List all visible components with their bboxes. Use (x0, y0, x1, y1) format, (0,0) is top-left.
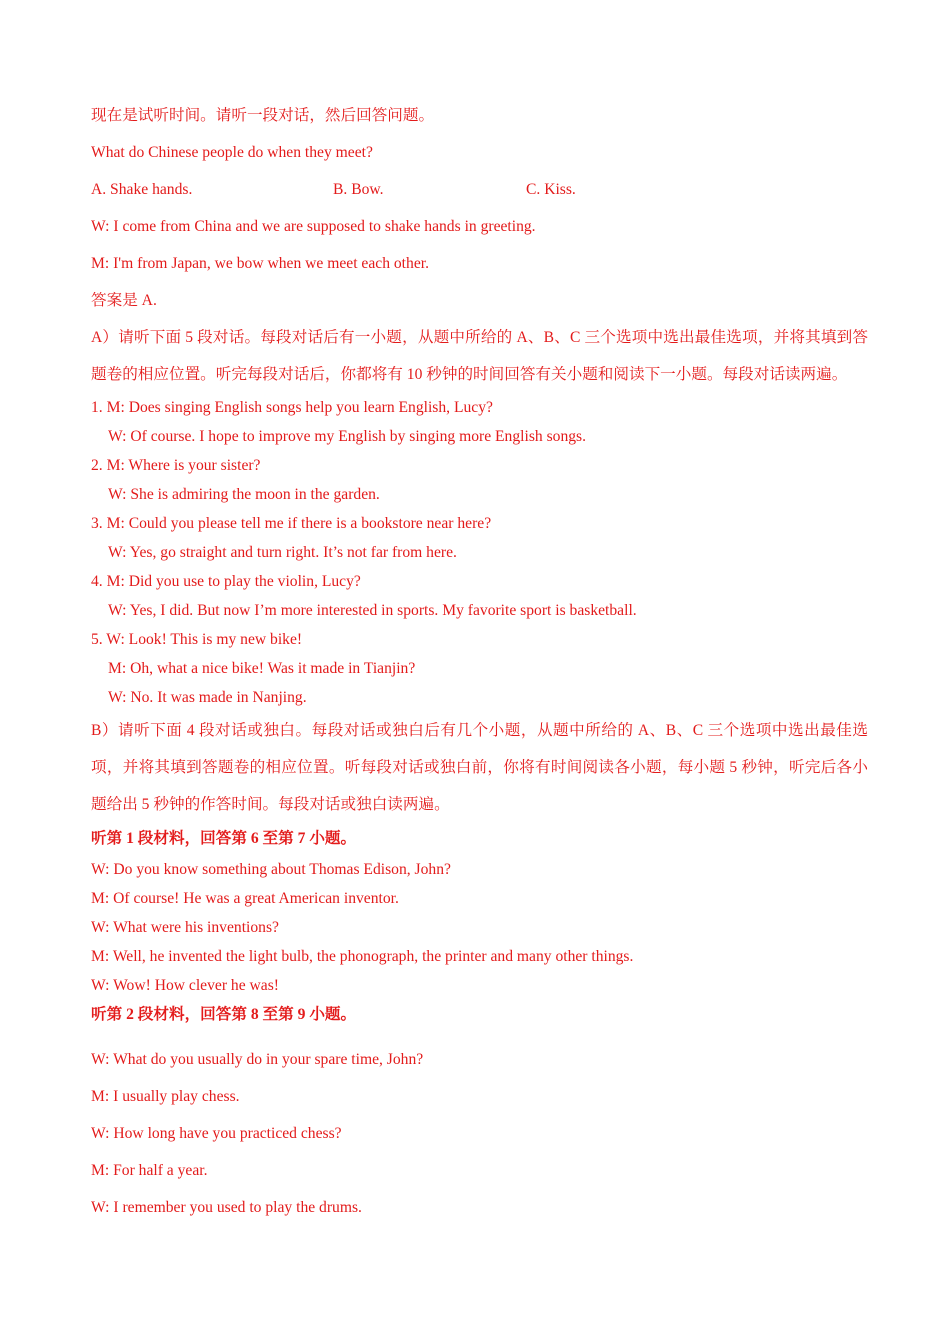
dialogue-line: W: Do you know something about Thomas Edison, John? (91, 861, 451, 878)
section-a-item-5 (91, 625, 868, 712)
section-a-item-2 (91, 451, 868, 509)
section-a-line: 3. M: Could you please tell me if there is a bookstore near here? (91, 515, 492, 532)
section-a-line: 2. M: Where is your sister? (91, 457, 261, 474)
dialogue-line: W: I remember you used to play the drums. (91, 1199, 362, 1216)
section-b-instructions: B）请听下面 4 段对话或独白。每段对话或独白后有几个小题，从题中所给的 A、B、C 三个选项中选出最佳选项，并将其填到答题卷的相应位置。听每段对话或独白前，你将有时间阅读各小题，每小题 5 秒钟，听完后各小题给出 5 秒钟的作答时间。每段对话或独白读两遍。 (91, 722, 868, 813)
section-a-line: 4. M: Did you use to play the violin, Lucy? (91, 573, 361, 590)
trial-dialogue-w: W: I come from China and we are supposed to shake hands in greeting. (91, 218, 536, 235)
dialogue-line: W: What were his inventions? (91, 919, 279, 936)
section-a-line: W: Of course. I hope to improve my English by singing more English songs. (108, 428, 587, 445)
spacer (91, 1029, 868, 1041)
dialogue-line: M: Of course! He was a great American inventor. (91, 890, 399, 907)
dialogue-line: W: How long have you practiced chess? (91, 1125, 342, 1142)
trial-question: What do Chinese people do when they meet? (91, 144, 373, 161)
section-a-item-1 (91, 393, 868, 451)
section-a-line: 5. W: Look! This is my new bike! (91, 631, 303, 648)
section-b-part2-heading: 听第 2 段材料，回答第 8 至第 9 小题。 (91, 1006, 357, 1023)
trial-option-a: A. Shake hands. (91, 181, 193, 198)
section-a-line: W: Yes, I did. But now I’m more interested in sports. My favorite sport is basketball. (108, 602, 637, 619)
section-a-item-4 (91, 567, 868, 625)
section-a-line: M: Oh, what a nice bike! Was it made in Tianjin? (108, 660, 416, 677)
section-b-part2 (91, 1041, 868, 1226)
dialogue-line: M: I usually play chess. (91, 1088, 240, 1105)
trial-option-b: B. Bow. (333, 181, 384, 198)
section-a-line: 1. M: Does singing English songs help you learn English, Lucy? (91, 399, 493, 416)
trial-intro: 现在是试听时间。请听一段对话，然后回答问题。 (91, 107, 435, 124)
dialogue-line: M: For half a year. (91, 1162, 208, 1179)
section-b-part1-heading: 听第 1 段材料，回答第 6 至第 7 小题。 (91, 830, 357, 847)
trial-dialogue-m: M: I'm from Japan, we bow when we meet each other. (91, 255, 429, 272)
trial-answer: 答案是 A. (91, 292, 157, 309)
section-a-line: W: Yes, go straight and turn right. It’s not far from here. (108, 544, 457, 561)
section-a-line: W: She is admiring the moon in the garden. (108, 486, 380, 503)
dialogue-line: W: What do you usually do in your spare time, John? (91, 1051, 424, 1068)
trial-options (91, 171, 868, 208)
dialogue-line: M: Well, he invented the light bulb, the phonograph, the printer and many other things. (91, 948, 634, 965)
dialogue-line: W: Wow! How clever he was! (91, 977, 279, 994)
section-a-item-3 (91, 509, 868, 567)
section-a-line: W: No. It was made in Nanjing. (108, 689, 307, 706)
section-b-part1 (91, 855, 868, 1000)
trial-option-c: C. Kiss. (526, 181, 576, 198)
section-a-instructions: A）请听下面 5 段对话。每段对话后有一小题，从题中所给的 A、B、C 三个选项中选出最佳选项，并将其填到答题卷的相应位置。听完每段对话后，你都将有 10 秒钟的时间回答有关小题和阅读下一小题。每段对话读两遍。 (91, 329, 868, 383)
